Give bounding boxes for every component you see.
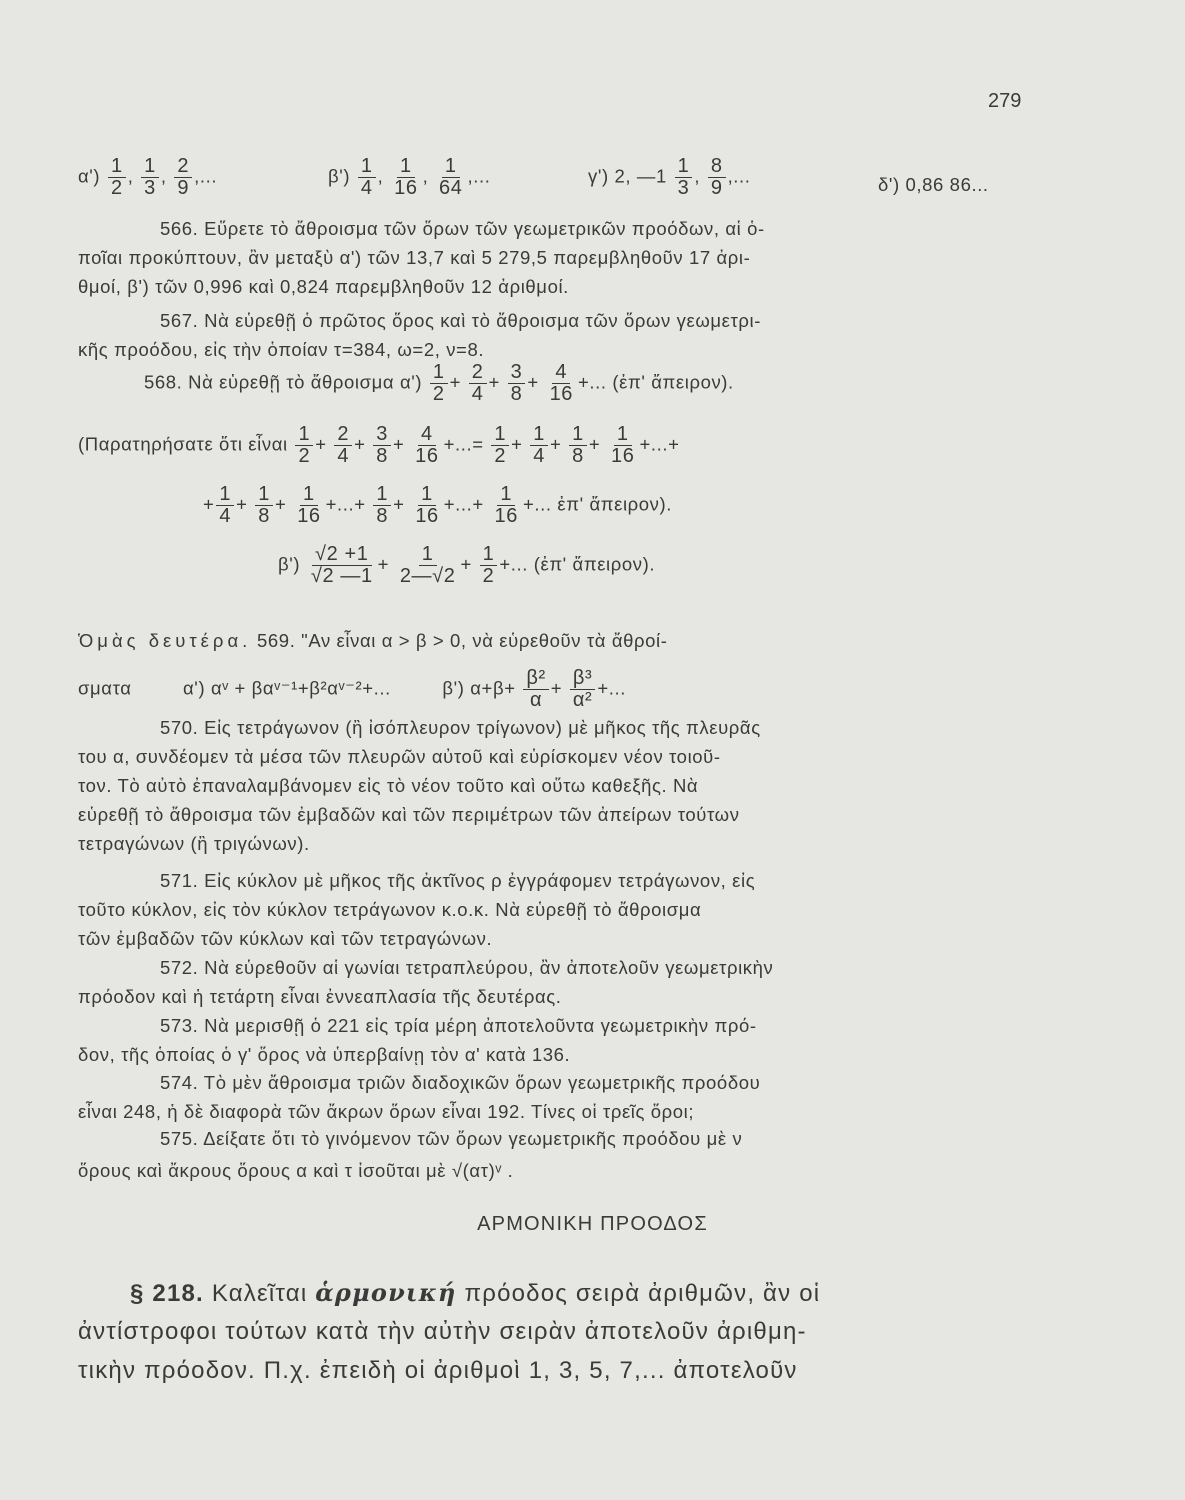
fraction: $\frac{1}{4}$ <box>216 484 234 527</box>
book-page: 279 α') $\frac{1}{2}$ , $\frac{1}{3}$ , $\frac{2}{9}$ ,... β') $\frac{1}{4}$ , $\frac{1}{16}$ , $\frac{1}{64}$ ,... γ') 2, —1 $\frac{1}{3}$ , $\frac{8}{9}$ ,... δ') 0,86 86... 566. Εὕρετε τὸ ἄθροισμα τῶν ὅρων τῶν γεωμετρικῶν προόδων, αἱ ὁ- ποῖαι προκύπτουν, ἂν μεταξὺ α') τῶν 13,7 καὶ 5 279,5 παρεμβληθοῦν 17 ἀρι- θμοί, β') τῶν 0,996 καὶ 0,824 παρεμβληθοῦν 12 ἀριθμοί. 567. Νὰ εὑρεθῇ ὁ πρῶτος ὅρος καὶ τὸ ἄθροισμα τῶν ὅρων γεωμετρι- κῆς προόδου, εἰς τὴν ὁποίαν τ=384, ω=2, ν=8. 568. Νὰ εὑρεθῇ τὸ ἄθροισμα α') $\frac{1}{2}$ + $\frac{2}{4}$ + $\frac{3}{8}$ + $\frac{4}{16}$ +... (ἐπ' ἄπειρον). (Παρατηρήσατε ὅτι εἶναι $\frac{1}{2}$ + $\frac{2}{4}$ + $\frac{3}{8}$ + $\frac{4}{16}$ +...= $\frac{1}{2}$ + $\frac{1}{4}$ + $\frac{1}{8}$ + $\frac{1}{16}$ +...+ + $\frac{1}{4}$ + $\frac{1}{8}$ + $\frac{1}{16}$ +...+ $\frac{1}{8}$ + $\frac{1}{16}$ +...+ $\frac{1}{16}$ +... ἐπ' ἄπειρον). β') $\frac{√2 +1}{√2 —1}$ + $\frac{1}{2—√2}$ + $\frac{1}{2}$ +... (ἐπ' ἄπειρον). Ὁμὰς δευτέρα. 569. "Αν εἶναι α > β > 0, νὰ εὑρεθοῦν τὰ ἄθροί- σματα α') αᵛ + βαᵛ⁻¹+β²αᵛ⁻²+... β') α+β+ $\frac{\text{β²}}{\alpha}$ + $\frac{\text{β³}}{\text{α²}}$ +... 570. Εἰς τετράγωνον (ἢ ἰσόπλευρον τρίγωνον) μὲ μῆκος τῆς πλευρᾶς του α, συνδέομεν τὰ μέσα τῶν πλευρῶν αὐτοῦ καὶ εὑρίσκομεν νέον τοιοῦ- τον. Τὸ αὐτὸ ἐπαναλαμβάνομεν εἰς τὸ νέον τοῦτο καὶ οὕτω καθεξῆς. Νὰ εὑρεθῇ τὸ ἄθροισμα τῶν ἐμβαδῶν καὶ τῶν περιμέτρων τῶν ἀπείρων τούτων τετραγώνων (ἢ τριγώνων). 571. Εἰς κύκλον μὲ μῆκος τῆς ἀκτῖνος ρ ἐγγράφομεν τετράγωνον, εἰς τοῦτο κύκλον, εἰς τὸν κύκλον τετράγωνον κ.ο.κ. Νὰ εὑρεθῇ τὸ ἄθροισμα τῶν ἐμβαδῶν τῶν κύκλων καὶ τῶν τετραγώνων. 572. Νὰ εὑρεθοῦν αἱ γωνίαι τετραπλεύρου, ἂν ἀποτελοῦν γεωμετρικὴν πρόοδον καὶ ἡ τετάρτη εἶναι ἐννεαπλασία τῆς δευτέρας. 573. Νὰ μερισθῇ ὁ 221 εἰς τρία μέρη ἀποτελοῦντα γεωμετρικὴν πρό- δον, τῆς ὁποίας ὁ γ' ὅρος νὰ ὑπερβαίνῃ τὸν α' κατὰ 136. 574. Τὸ μὲν ἄθροισμα τριῶν διαδοχικῶν ὅρων γεωμετρικῆς προόδου εἶναι 248, ἡ δὲ διαφορὰ τῶν ἄκρων ὅρων εἶναι 192. Τίνες οἱ τρεῖς ὅροι; 575. Δείξατε ὅτι τὸ γινόμενον τῶν ὅρων γεωμετρικῆς προόδου μὲ ν ὅρους καὶ ἄκρους ὅρους α καὶ τ ἰσοῦται μὲ √(ατ)ᵛ . ΑΡΜΟΝΙΚΗ ΠΡΟΟΔΟΣ § 218. Καλεῖται ἁρμονική πρόοδος σειρὰ ἀριθμῶν, ἂν οἱ ἀντίστροφοι τούτων κατὰ τὴν αὐτὴν σειρὰν ἀποτελοῦν ἀριθμη- τικὴν πρόοδον. Π.χ. ἐπειδὴ οἱ ἀριθμοὶ 1, 3, 5, 7,... ἀποτελοῦν <box>0 0 1185 1500</box>
fraction: $\frac{1}{64}$ <box>439 155 463 199</box>
fraction: $\frac{1}{3}$ <box>675 156 693 199</box>
fraction: $\frac{√2 +1}{√2 —1}$ <box>310 543 373 587</box>
fraction: $\frac{1}{3}$ <box>141 156 159 199</box>
fraction: $\frac{1}{16}$ <box>415 483 439 527</box>
fraction: $\frac{1}{16}$ <box>494 483 518 527</box>
series-a-label: α') <box>78 165 101 187</box>
series-g-label: γ') <box>588 165 609 187</box>
fraction: $\frac{1}{16}$ <box>394 155 418 199</box>
fraction: $\frac{1}{2—√2}$ <box>399 543 456 587</box>
fraction: $\frac{\text{β³}}{\text{α²}}$ <box>570 668 595 711</box>
fraction: $\frac{4}{16}$ <box>549 361 574 405</box>
fraction: $\frac{1}{2}$ <box>295 424 313 467</box>
fraction: $\frac{1}{8}$ <box>255 484 273 527</box>
series-b-label: β') <box>328 165 351 187</box>
series-d: δ') 0,86 86... <box>878 174 989 195</box>
fraction: $\frac{1}{16}$ <box>297 483 321 527</box>
fraction: $\frac{1}{4}$ <box>358 156 376 199</box>
fraction: $\frac{1}{8}$ <box>373 484 391 527</box>
fraction: $\frac{1}{2}$ <box>491 424 509 467</box>
fraction: $\frac{1}{8}$ <box>569 424 587 467</box>
fraction: $\frac{1}{16}$ <box>611 423 635 467</box>
fraction: $\frac{1}{2}$ <box>480 544 498 587</box>
paragraph-218-line1: § 218. Καλεῖται ἁρμονική πρόοδος σειρὰ ἀριθμῶν, ἂν οἱ <box>130 1278 821 1307</box>
group-title: Ὁμὰς δευτέρα. <box>78 630 252 651</box>
fraction: $\frac{1}{2}$ <box>430 362 448 405</box>
fraction: $\frac{2}{4}$ <box>334 424 352 467</box>
fraction: $\frac{1}{2}$ <box>108 156 126 199</box>
paragraph-218-line3: τικὴν πρόοδον. Π.χ. ἐπειδὴ οἱ ἀριθμοὶ 1, 3, 5, 7,... ἀποτελοῦν <box>78 1357 798 1384</box>
fraction: $\frac{8}{9}$ <box>708 156 726 199</box>
fraction: $\frac{3}{8}$ <box>508 362 526 405</box>
page-number: 279 <box>988 90 1022 112</box>
paragraph-218-line2: ἀντίστροφοι τούτων κατὰ τὴν αὐτὴν σειρὰν ἀποτελοῦν ἀριθμη- <box>78 1318 807 1345</box>
fraction: $\frac{\text{β²}}{\alpha}$ <box>523 668 548 711</box>
fraction: $\frac{2}{9}$ <box>174 156 192 199</box>
fraction: $\frac{1}{4}$ <box>530 424 548 467</box>
fraction: $\frac{4}{16}$ <box>415 423 439 467</box>
fraction: $\frac{2}{4}$ <box>469 362 487 405</box>
fraction: $\frac{3}{8}$ <box>373 424 391 467</box>
section-heading: ΑΡΜΟΝΙΚΗ ΠΡΟΟΔΟΣ <box>477 1213 708 1235</box>
